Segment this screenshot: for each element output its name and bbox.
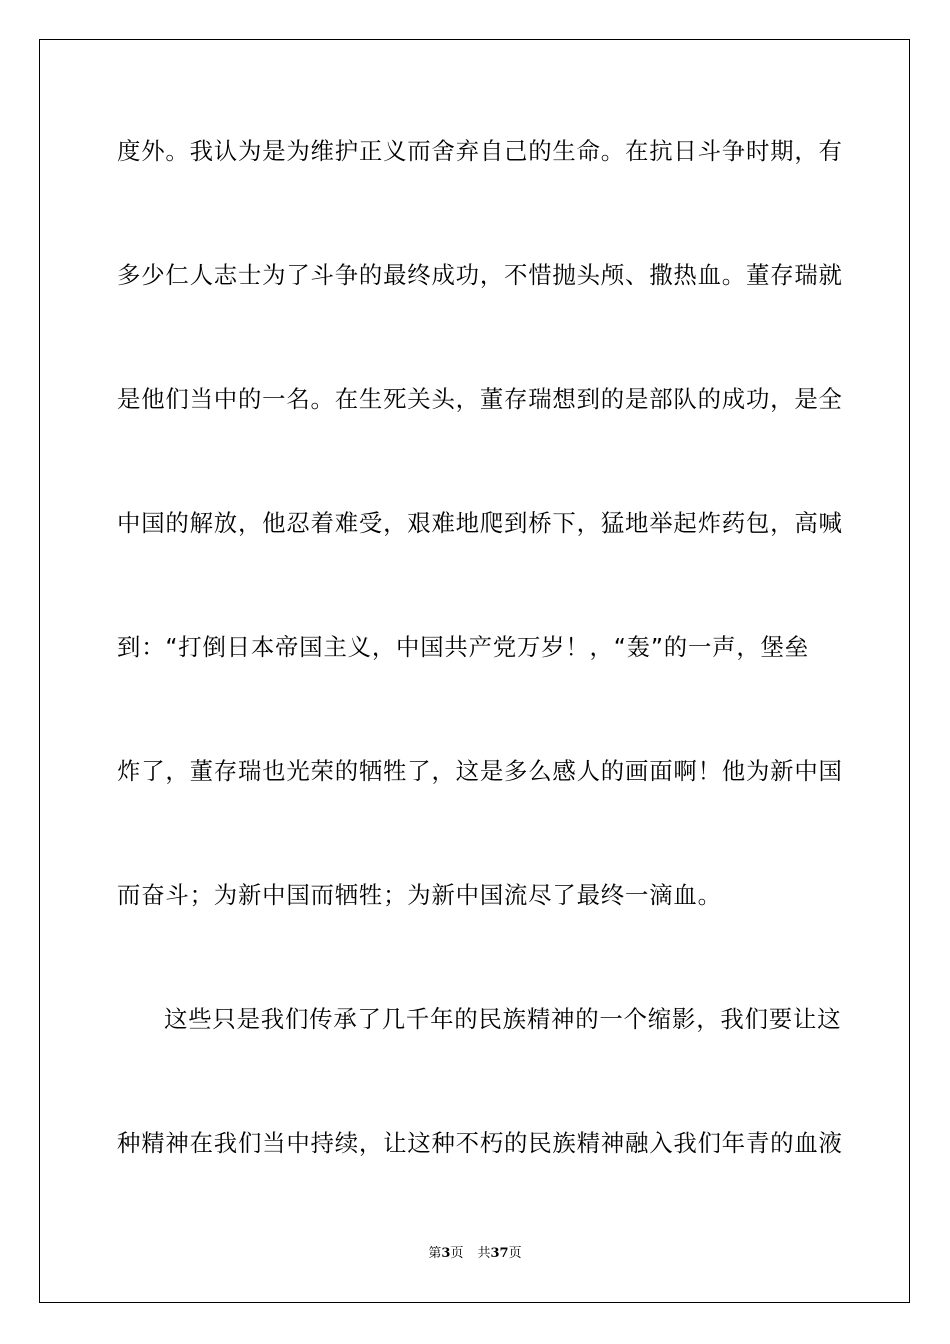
text-line-9: 种精神在我们当中持续，让这种不朽的民族精神融入我们年青的血液 [117, 1129, 843, 1157]
total-prefix: 共 [477, 1246, 491, 1261]
text-line-3: 是他们当中的一名。在生死关头，董存瑞想到的是部队的成功，是全 [117, 385, 843, 413]
page-border [39, 39, 910, 1303]
text-line-1: 度外。我认为是为维护正义而舍弃自己的生命。在抗日斗争时期，有 [117, 137, 843, 165]
page-suffix: 页 [450, 1246, 464, 1261]
text-line-2: 多少仁人志士为了斗争的最终成功，不惜抛头颅、撒热血。董存瑞就 [117, 261, 843, 289]
total-suffix: 页 [508, 1246, 522, 1261]
total-pages: 37 [490, 1246, 509, 1261]
text-line-6: 炸了，董存瑞也光荣的牺牲了，这是多么感人的画面啊！他为新中国 [117, 757, 843, 785]
text-line-8: 这些只是我们传承了几千年的民族精神的一个缩影，我们要让这 [164, 1005, 842, 1033]
page-number: 3 [441, 1246, 451, 1261]
page-footer [0, 1245, 950, 1263]
text-line-4: 中国的解放，他忍着难受，艰难地爬到桥下，猛地举起炸药包，高喊 [117, 509, 843, 537]
text-line-5: 到：“打倒日本帝国主义，中国共产党万岁！，“轰”的一声，堡垒 [117, 633, 809, 661]
page-prefix: 第 [428, 1246, 442, 1261]
text-line-7: 而奋斗；为新中国而牺牲；为新中国流尽了最终一滴血。 [117, 881, 722, 909]
